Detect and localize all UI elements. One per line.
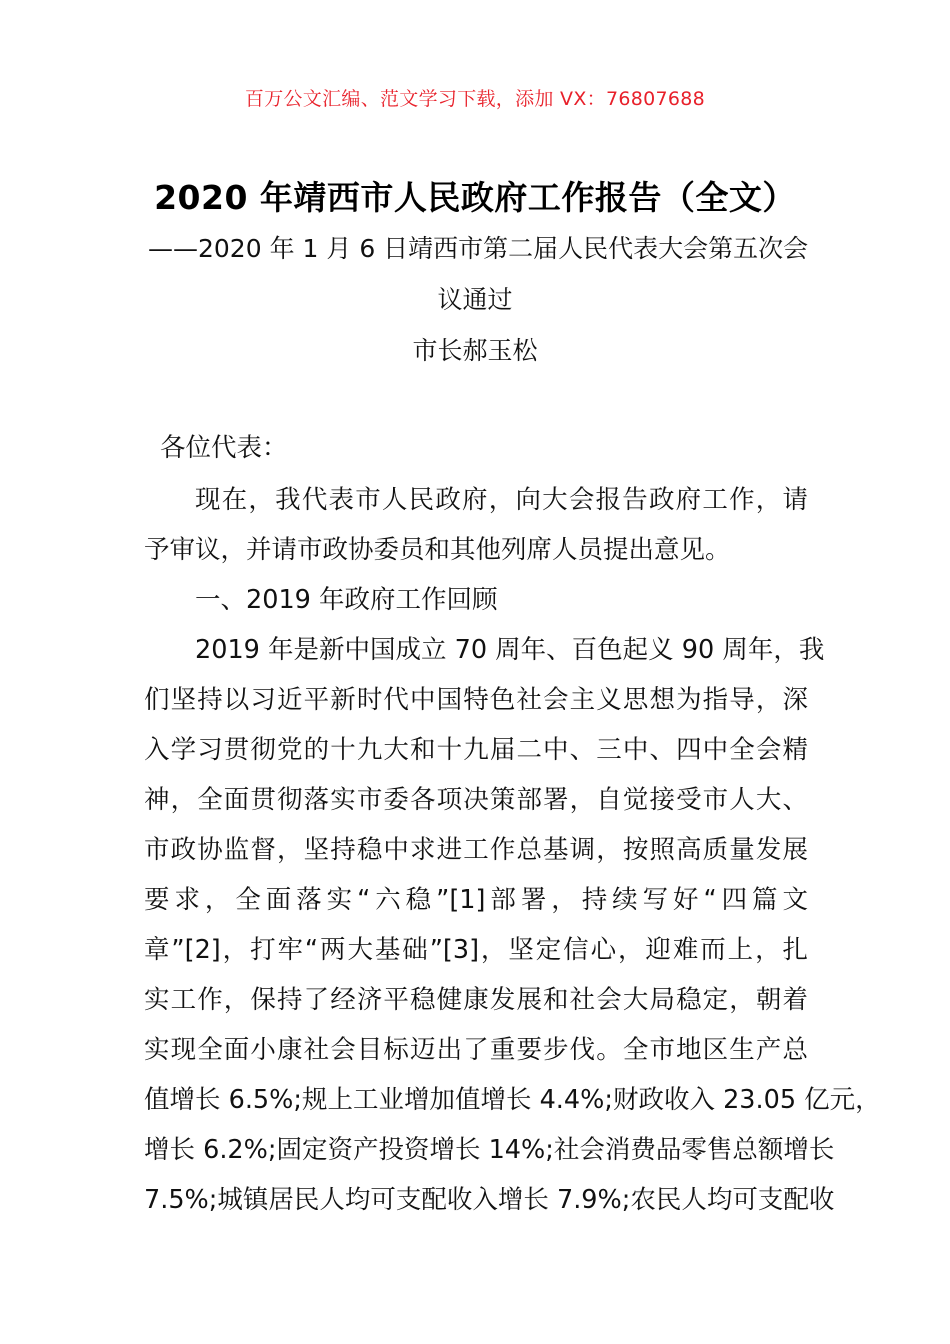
document-author: 市长郝玉松 bbox=[412, 336, 538, 365]
document-subtitle-line2: 议通过 bbox=[437, 285, 513, 314]
section-heading: 一、2019 年政府工作回顾 bbox=[195, 585, 498, 615]
paragraph-line: 实现全面小康社会目标迈出了重要步伐。全市地区生产总 bbox=[144, 1035, 808, 1065]
salutation: 各位代表： bbox=[160, 433, 288, 463]
paragraph-line: 值增长 6.5%;规上工业增加值增长 4.4%;财政收入 23.05 亿元， bbox=[144, 1085, 881, 1115]
paragraph-line: 入学习贯彻党的十九大和十九届二中、三中、四中全会精 bbox=[144, 735, 808, 765]
paragraph-line: 们坚持以习近平新时代中国特色社会主义思想为指导，深 bbox=[144, 685, 808, 715]
paragraph-line: 市政协监督，坚持稳中求进工作总基调，按照高质量发展 bbox=[144, 835, 808, 865]
paragraph-line: 予审议，并请市政协委员和其他列席人员提出意见。 bbox=[144, 535, 731, 565]
document-subtitle-line1: ——2020 年 1 月 6 日靖西市第二届人民代表大会第五次会 bbox=[148, 234, 809, 263]
paragraph-line: 章”[2]，打牢“两大基础”[3]，坚定信心，迎难而上，扎 bbox=[144, 935, 808, 965]
paragraph-line: 神，全面贯彻落实市委各项决策部署，自觉接受市人大、 bbox=[144, 785, 808, 815]
document-title: 2020 年靖西市人民政府工作报告（全文） bbox=[154, 178, 796, 217]
paragraph-line: 现在，我代表市人民政府，向大会报告政府工作，请 bbox=[195, 485, 808, 515]
paragraph-line: 7.5%;城镇居民人均可支配收入增长 7.9%;农民人均可支配收 bbox=[144, 1185, 835, 1215]
paragraph-line: 实工作，保持了经济平稳健康发展和社会大局稳定，朝着 bbox=[144, 985, 808, 1015]
paragraph-line: 增长 6.2%;固定资产投资增长 14%;社会消费品零售总额增长 bbox=[144, 1135, 835, 1165]
paragraph-line: 2019 年是新中国成立 70 周年、百色起义 90 周年，我 bbox=[195, 635, 825, 665]
paragraph-line: 要求，全面落实“六稳”[1]部署，持续写好“四篇文 bbox=[144, 885, 808, 915]
watermark-banner: 百万公文汇编、范文学习下载，添加 VX：76807688 bbox=[244, 88, 706, 110]
